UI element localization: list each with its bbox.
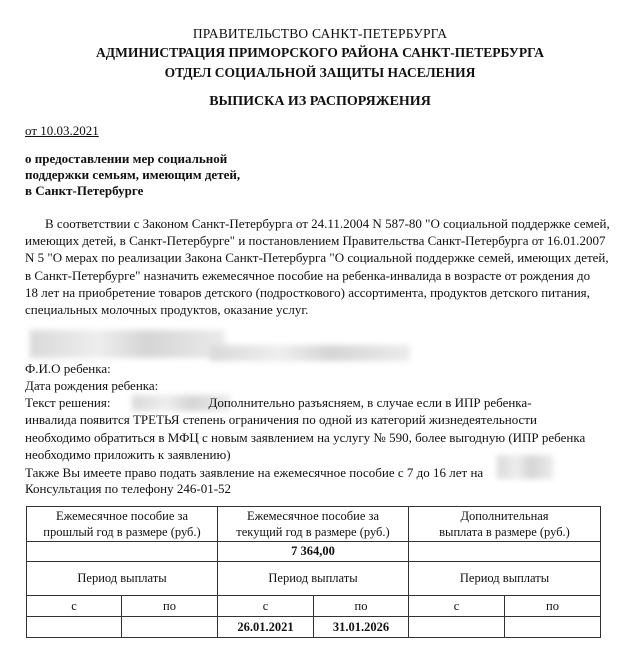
- decision-text-line: необходимо приложить к заявлению): [25, 447, 231, 462]
- additional-to-date: [505, 617, 601, 638]
- from-label: с: [218, 596, 314, 617]
- consultation-phone: Консультация по телефону 246-01-52: [25, 481, 232, 496]
- additional-right-text: Также Вы имеете право подать заявление на ежемесячное пособие с 7 до 16 лет на: [25, 465, 484, 480]
- redacted-date: [497, 455, 553, 479]
- decision-text-line: необходимо обратиться в МФЦ с новым заявлением на услугу № 590, более выгодную (ИПР ребенка: [25, 430, 586, 445]
- redacted-recipient: [30, 330, 225, 358]
- redacted-recipient-address: [210, 345, 410, 361]
- body-line: 18 лет на приобретение товаров детского (подросткового) ассортимента, продуктов детского питания,: [25, 284, 590, 300]
- decision-label: Текст решения:: [25, 395, 111, 410]
- previous-from-date: [27, 617, 122, 638]
- subject-line: о предоставлении мер социальной: [25, 151, 228, 166]
- body-line: В соответствии с Законом Санкт-Петербурга от 24.11.2004 N 587-80 "О социальной поддержке семей,: [45, 216, 610, 231]
- period-label: Период выплаты: [27, 562, 218, 596]
- to-label: по: [314, 596, 409, 617]
- body-line: имеющих детей, в Санкт-Петербурге" и постановлением Правительства Санкт-Петербурга от 16.01.2007: [25, 233, 606, 249]
- additional-payment-header: Дополнительная выплата в размере (руб.): [409, 507, 601, 542]
- decision-text-line: инвалида появится ТРЕТЬЯ степень ограничения по одной из категорий жизнедеятельности: [25, 412, 537, 427]
- previous-year-header: Ежемесячное пособие за прошлый год в размере (руб.): [27, 507, 218, 542]
- department-header: ОТДЕЛ СОЦИАЛЬНОЙ ЗАЩИТЫ НАСЕЛЕНИЯ: [164, 65, 476, 80]
- child-name-label: Ф.И.О ребенка:: [25, 361, 111, 376]
- body-line: в Санкт-Петербурге" назначить ежемесячное пособие на ребенка-инвалида в возрасте от рождения до: [25, 267, 591, 283]
- current-to-date: 31.01.2026: [314, 617, 409, 638]
- order-body: [25, 215, 615, 318]
- additional-from-date: [409, 617, 505, 638]
- from-label: с: [27, 596, 122, 617]
- to-label: по: [505, 596, 601, 617]
- birth-date-label: Дата рождения ребенка:: [25, 378, 159, 393]
- previous-year-amount: [27, 542, 218, 562]
- to-label: по: [122, 596, 218, 617]
- document-title: ВЫПИСКА ИЗ РАСПОРЯЖЕНИЯ: [209, 94, 431, 109]
- body-line: N 5 "О мерах по реализации Закона Санкт-Петербурга "О социальной поддержке семей, имеющих детей,: [25, 250, 609, 266]
- period-label: Период выплаты: [218, 562, 409, 596]
- previous-to-date: [122, 617, 218, 638]
- additional-payment-amount: [409, 542, 601, 562]
- order-date: от 10.03.2021: [25, 123, 99, 138]
- order-subject: [25, 151, 285, 199]
- payment-table: [26, 506, 601, 638]
- current-from-date: 26.01.2021: [218, 617, 314, 638]
- decision-text: Дополнительно разъясняем, в случае если в ИПР ребенка-: [208, 395, 532, 410]
- subject-line: поддержки семьям, имеющим детей,: [25, 167, 241, 182]
- period-label: Период выплаты: [409, 562, 601, 596]
- decision-line: [25, 395, 532, 411]
- current-year-amount: 7 364,00: [218, 542, 409, 562]
- current-year-header: Ежемесячное пособие за текущий год в размере (руб.): [218, 507, 409, 542]
- body-line: специальных молочных продуктов, оказание услуг.: [25, 302, 309, 318]
- from-label: с: [409, 596, 505, 617]
- subject-line: в Санкт-Петербурге: [25, 183, 144, 198]
- government-header: ПРАВИТЕЛЬСТВО САНКТ-ПЕТЕРБУРГА: [192, 26, 448, 41]
- administration-header: АДМИНИСТРАЦИЯ ПРИМОРСКОГО РАЙОНА САНКТ-ПЕТЕРБУРГА: [96, 45, 544, 60]
